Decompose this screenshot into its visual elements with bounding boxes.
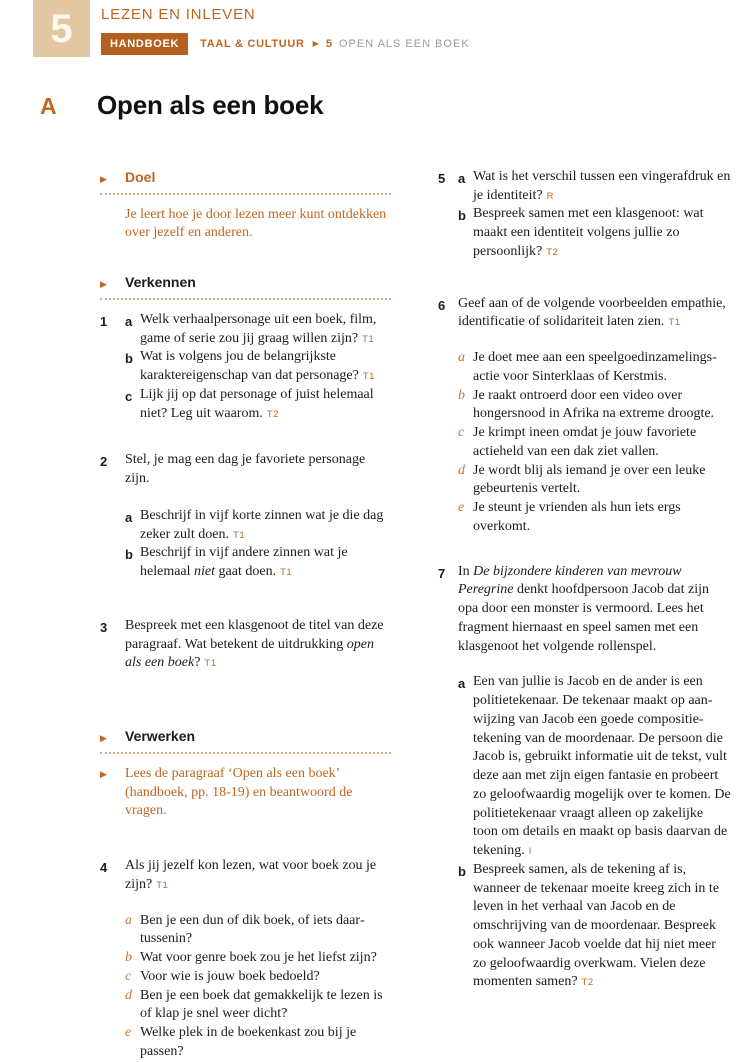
sub-letter: c (125, 968, 132, 984)
sub-letter: c (125, 388, 133, 404)
italic-word: niet (194, 564, 216, 580)
level-tag: T1 (362, 333, 375, 345)
question-text: denkt hoofdpersoon Jacob dat zijn opa door een monster is vermoord. Lees het fragment hiernaast en speel samen met een klasgenoot het volgende rollenspel. (458, 582, 710, 654)
dotted-divider (100, 752, 391, 754)
sub-items (125, 507, 391, 582)
header-right (101, 0, 470, 57)
sub-letter: a (458, 170, 466, 186)
question-6d (458, 462, 731, 500)
sub-letter: b (458, 387, 465, 403)
sub-letter: b (125, 351, 133, 367)
level-tag: T1 (156, 879, 169, 891)
rubric-doel-head (100, 168, 391, 187)
sub-text-content: Beschrijf in vijf korte zinnen wat je die dag zeker zult doen. (140, 507, 384, 542)
chapter-title: LEZEN EN INLEVEN (101, 6, 256, 23)
sub-text: Je doet mee aan een speelgoedinzamelingsactie voor Sinterklaas of Kerstmis. (473, 350, 717, 384)
sub-text (473, 205, 731, 261)
question-1a (125, 311, 391, 349)
question-body (458, 168, 731, 262)
sub-letter: d (458, 462, 465, 478)
triangle-icon: ▶ (100, 280, 107, 291)
content-columns (100, 168, 731, 1062)
triangle-icon: ▶ (100, 174, 107, 185)
sub-items (458, 673, 731, 992)
question-4d (125, 987, 391, 1025)
sub-text-content: Een van jullie is Jacob en de ander is een politietekenaar. De tekenaar maakt op aanwijzing van Jacob een goede compositietekening van de moordenaar. De persoon die Jacob is, gebruikt informatie uit de tekst, vult deze aan met zijn eigen fantasie en probeert zo geloofwaardig mogelijk over te komen. De politietekenaar vraagt alleen op zakelijke toon om details en maakt op basis daarvan de tekening. (473, 674, 731, 859)
rubric-verwerken-label: Verwerken (125, 728, 196, 745)
level-tag: T2 (546, 246, 559, 258)
sub-text: Wat voor genre boek zou je het liefst zijn? (140, 950, 377, 966)
breadcrumb-course: TAAL & CULTUUR (200, 37, 305, 50)
page-header (0, 0, 748, 57)
sub-text: Welke plek in de boekenkast zou bij je passen? (140, 1025, 357, 1059)
question-4c (125, 968, 391, 987)
question-7b (458, 861, 731, 992)
sub-letter: c (458, 425, 465, 441)
question-number: 6 (438, 297, 446, 313)
question-body (125, 451, 391, 582)
question-intro: Stel, je mag een dag je favoriete personage zijn. (125, 452, 366, 487)
question-number: 5 (438, 170, 446, 186)
sub-text-content: Wat is volgens jou de belangrijkste karaktereigenschap van dat personage? (140, 349, 359, 384)
header-meta-row (101, 33, 470, 55)
level-tag: T1 (668, 317, 681, 329)
question-number: 7 (438, 565, 446, 581)
sub-text: Je wordt blij als iemand je over een leuke gebeurtenis vertelt. (473, 462, 706, 497)
level-tag: T1 (233, 529, 246, 541)
triangle-icon: ▶ (100, 769, 107, 780)
question-1c (125, 386, 391, 424)
sub-text (140, 386, 391, 424)
handboek-badge: HANDBOEK (101, 33, 188, 55)
sub-text-content: gaat doen. (215, 564, 277, 580)
sub-letter: e (458, 500, 465, 516)
sub-letter: b (125, 950, 132, 966)
level-tag: I (528, 846, 532, 858)
sub-letter: b (458, 208, 466, 224)
sub-text: Ben je een boek dat gemakkelijk te lezen is of klap je snel weer dicht? (140, 987, 383, 1022)
question-6b (458, 387, 731, 425)
breadcrumb-section-title: OPEN ALS EEN BOEK (338, 37, 470, 50)
sub-text (473, 168, 731, 206)
question-number: 1 (100, 313, 108, 329)
question-text: ? (194, 655, 201, 671)
question-1 (100, 311, 391, 424)
sub-text: Je krimpt ineen omdat je jouw favoriete actieheld van een dak ziet vallen. (473, 425, 697, 459)
question-body (458, 295, 731, 537)
question-number: 3 (100, 619, 108, 635)
read-instruction-text: Lees de paragraaf ‘Open als een boek’ (handboek, pp. 18-19) en beantwoord de vragen. (125, 765, 353, 819)
sub-text (140, 348, 391, 386)
section-letter: A (40, 93, 57, 119)
sub-items (125, 912, 391, 1062)
book-title-italic: De bijzondere kinderen van mevrouw Peregrine (458, 563, 682, 598)
level-tag: R (546, 190, 554, 202)
sub-letter: a (125, 313, 133, 329)
title-row (40, 88, 748, 123)
question-3 (100, 617, 391, 673)
question-2a (125, 507, 391, 545)
question-4 (100, 857, 391, 1062)
left-column (100, 168, 391, 1062)
sub-text-content: Bespreek samen, als de tekening af is, wanneer de tekenaar moeite kreeg zich in te leven in het verhaal van Jacob en de omschrijving van de moordenaar. Bespreek ook wanneer Jacob voelde dat hij niet meer zo geloofwaardig overkwam. Vielen deze momenten samen? (473, 861, 720, 990)
rubric-verwerken (100, 727, 391, 754)
level-tag: T2 (266, 408, 279, 420)
sub-text-content: Welk verhaalpersonage uit een boek, film, game of serie zou jij graag willen zijn? (140, 311, 377, 346)
question-5 (438, 168, 731, 262)
question-7 (438, 563, 731, 993)
sub-items (458, 349, 731, 537)
sub-letter: e (125, 1025, 132, 1041)
question-body (458, 563, 731, 993)
sub-letter: b (458, 863, 466, 879)
rubric-doel (100, 168, 391, 195)
sub-text: Voor wie is jouw boek bedoeld? (140, 968, 320, 984)
question-4b (125, 949, 391, 968)
sub-letter: a (458, 350, 465, 366)
question-5a (458, 168, 731, 206)
sub-text (140, 544, 391, 582)
sub-text-content: Wat is het verschil tussen een vingerafdruk en je identiteit? (473, 168, 731, 203)
sub-text (473, 673, 731, 861)
question-body (125, 311, 391, 424)
question-4a (125, 912, 391, 950)
question-number: 4 (100, 860, 108, 876)
sub-text-content: Lijk jij op dat personage of juist helemaal niet? Leg uit waarom. (140, 386, 374, 421)
sub-letter: a (125, 509, 133, 525)
sub-text-content: Bespreek samen met een klasgenoot: wat maakt een identiteit volgens jullie zo persoonlijk? (473, 206, 704, 259)
rubric-verkennen-label: Verkennen (125, 274, 196, 291)
dotted-divider (100, 298, 391, 300)
right-column (438, 168, 731, 1062)
doel-text: Je leert hoe je door lezen meer kunt ontdekken over jezelf en anderen. (125, 206, 387, 241)
level-tag: T1 (204, 658, 217, 670)
level-tag: T1 (280, 567, 293, 579)
sub-text: Je raakt ontroerd door een video over hongersnood in Afrika na extreme droogte. (473, 387, 715, 422)
question-intro (458, 563, 731, 657)
sub-text (140, 311, 391, 349)
rubric-doel-label: Doel (125, 168, 156, 185)
read-instruction (100, 765, 391, 821)
sub-letter: b (125, 547, 133, 563)
question-text: Als jij jezelf kon lezen, wat voor boek zou je zijn? (125, 858, 377, 892)
sub-text-content: Beschrijf in vijf andere zinnen wat je helemaal (140, 545, 348, 580)
question-4e (125, 1024, 391, 1062)
question-6e (458, 499, 731, 537)
page-title: Open als een boek (97, 90, 324, 120)
question-1b (125, 348, 391, 386)
breadcrumb-arrow-icon: ▶ (312, 38, 319, 48)
question-number: 2 (100, 454, 108, 470)
level-tag: T1 (362, 371, 375, 383)
level-tag: T2 (581, 977, 594, 989)
breadcrumb-paragraph-number: 5 (325, 37, 332, 50)
question-text: In (458, 563, 474, 579)
italic-phrase: open als een boek (125, 636, 374, 671)
sub-text: Ben je een dun of dik boek, of iets daartussenin? (140, 912, 365, 947)
rubric-verwerken-head (100, 727, 391, 746)
rubric-verkennen (100, 273, 391, 300)
triangle-icon: ▶ (100, 734, 107, 745)
question-text: Bespreek met een klasgenoot de titel van deze paragraaf. Wat betekent de uitdrukking (125, 617, 384, 652)
question-body (125, 617, 391, 673)
sub-letter: a (458, 676, 466, 692)
sub-text: Je steunt je vrienden als hun iets ergs overkomt. (473, 500, 681, 534)
sub-letter: a (125, 912, 132, 928)
question-intro (458, 295, 731, 333)
question-7a (458, 673, 731, 861)
sub-text (140, 507, 391, 545)
question-5b (458, 205, 731, 261)
question-2 (100, 451, 391, 582)
question-6a (458, 349, 731, 387)
question-6 (438, 295, 731, 537)
question-intro (125, 857, 391, 895)
sub-letter: d (125, 987, 132, 1003)
chapter-number: 5 (50, 6, 73, 51)
chapter-number-square (33, 0, 90, 57)
question-6c (458, 424, 731, 462)
question-body (125, 857, 391, 1062)
sub-text (473, 861, 731, 992)
dotted-divider (100, 193, 391, 195)
question-text: Geef aan of de volgende voorbeelden empathie, identificatie of solidariteit laten zien. (458, 295, 726, 330)
question-2b (125, 544, 391, 582)
rubric-verkennen-head (100, 273, 391, 292)
